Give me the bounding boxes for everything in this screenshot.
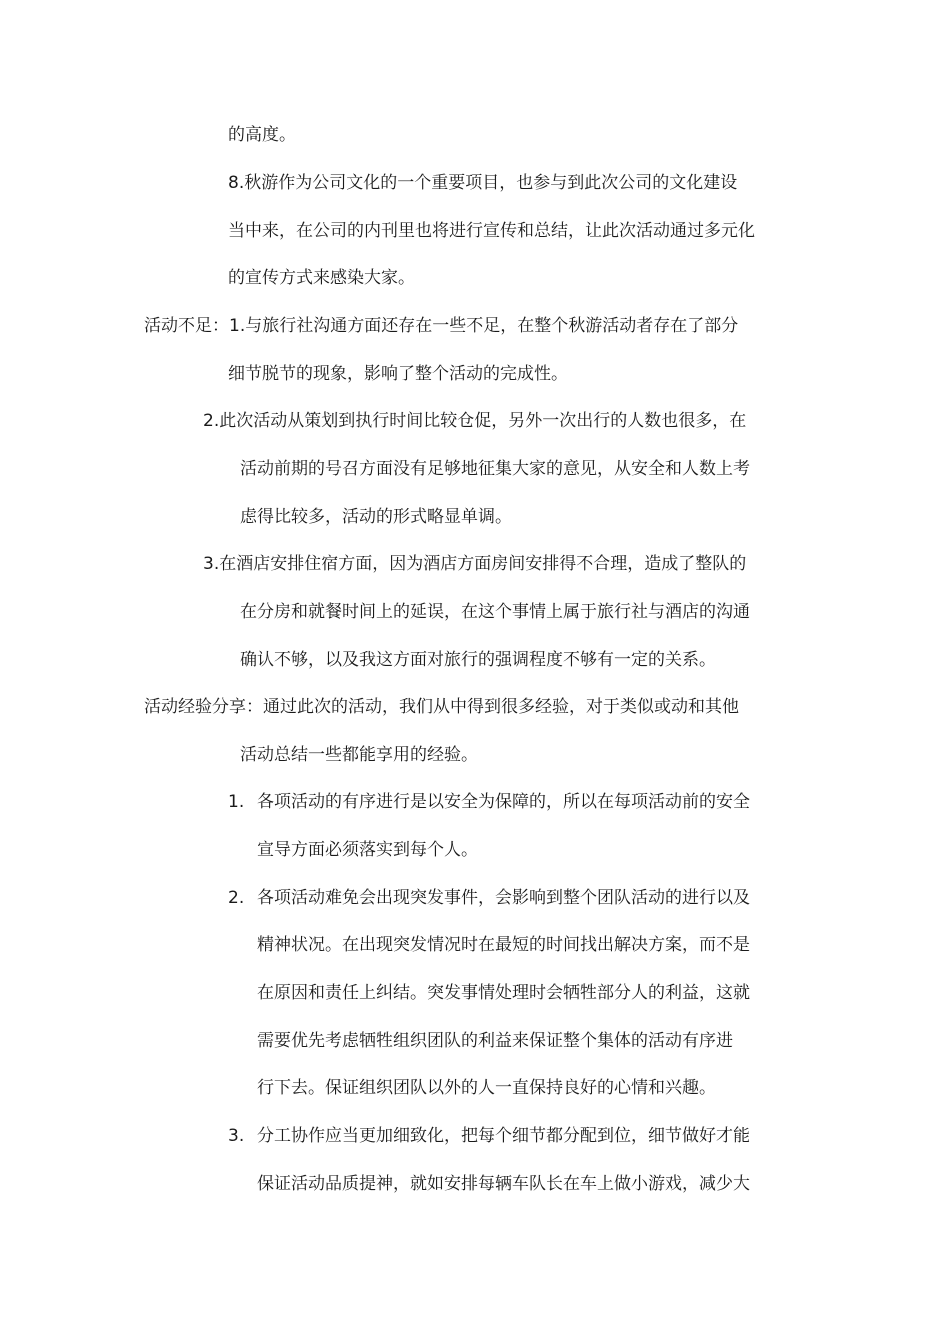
list-item-line: 宣导方面必须落实到每个人。 [257, 840, 478, 860]
list-item-line: 需要优先考虑牺牲组织团队的利益来保证整个集体的活动有序进 [257, 1031, 733, 1051]
list-item-line: 保证活动品质提神，就如安排每辆车队长在车上做小游戏，减少大 [257, 1174, 750, 1194]
text-line: 当中来，在公司的内刊里也将进行宣传和总结，让此次活动通过多元化 [228, 221, 755, 241]
text-line: 2.此次活动从策划到执行时间比较仓促，另外一次出行的人数也很多，在 [203, 411, 747, 431]
list-item-line: 行下去。保证组织团队以外的人一直保持良好的心情和兴趣。 [257, 1078, 716, 1098]
list-number: 2. [228, 888, 245, 908]
list-number: 1. [228, 792, 245, 812]
list-item-line: 精神状况。在出现突发情况时在最短的时间找出解决方案，而不是 [257, 935, 750, 955]
text-line: 活动前期的号召方面没有足够地征集大家的意见，从安全和人数上考 [240, 459, 750, 479]
list-item-line: 在原因和责任上纠结。突发事情处理时会牺牲部分人的利益，这就 [257, 983, 750, 1003]
text-line: 的宣传方式来感染大家。 [228, 268, 415, 288]
list-item-line: 各项活动难免会出现突发事件，会影响到整个团队活动的进行以及 [257, 888, 750, 908]
list-number: 3. [228, 1126, 245, 1146]
text-line: 在分房和就餐时间上的延误，在这个事情上属于旅行社与酒店的沟通 [240, 602, 750, 622]
text-line: 3.在酒店安排住宿方面，因为酒店方面房间安排得不合理，造成了整队的 [203, 554, 747, 574]
text-line: 虑得比较多，活动的形式略显单调。 [240, 507, 512, 527]
list-item-line: 各项活动的有序进行是以安全为保障的，所以在每项活动前的安全 [257, 792, 750, 812]
shortcomings-heading: 活动不足：1.与旅行社沟通方面还存在一些不足，在整个秋游活动者存在了部分 [144, 316, 739, 336]
text-line: 8.秋游作为公司文化的一个重要项目，也参与到此次公司的文化建设 [228, 173, 738, 193]
text-line: 的高度。 [228, 125, 296, 145]
experience-heading: 活动经验分享：通过此次的活动，我们从中得到很多经验，对于类似或动和其他 [144, 697, 739, 717]
text-line: 活动总结一些都能享用的经验。 [240, 745, 478, 765]
text-line: 确认不够，以及我这方面对旅行的强调程度不够有一定的关系。 [240, 650, 716, 670]
text-line: 细节脱节的现象，影响了整个活动的完成性。 [228, 364, 568, 384]
list-item-line: 分工协作应当更加细致化，把每个细节都分配到位，细节做好才能 [257, 1126, 750, 1146]
